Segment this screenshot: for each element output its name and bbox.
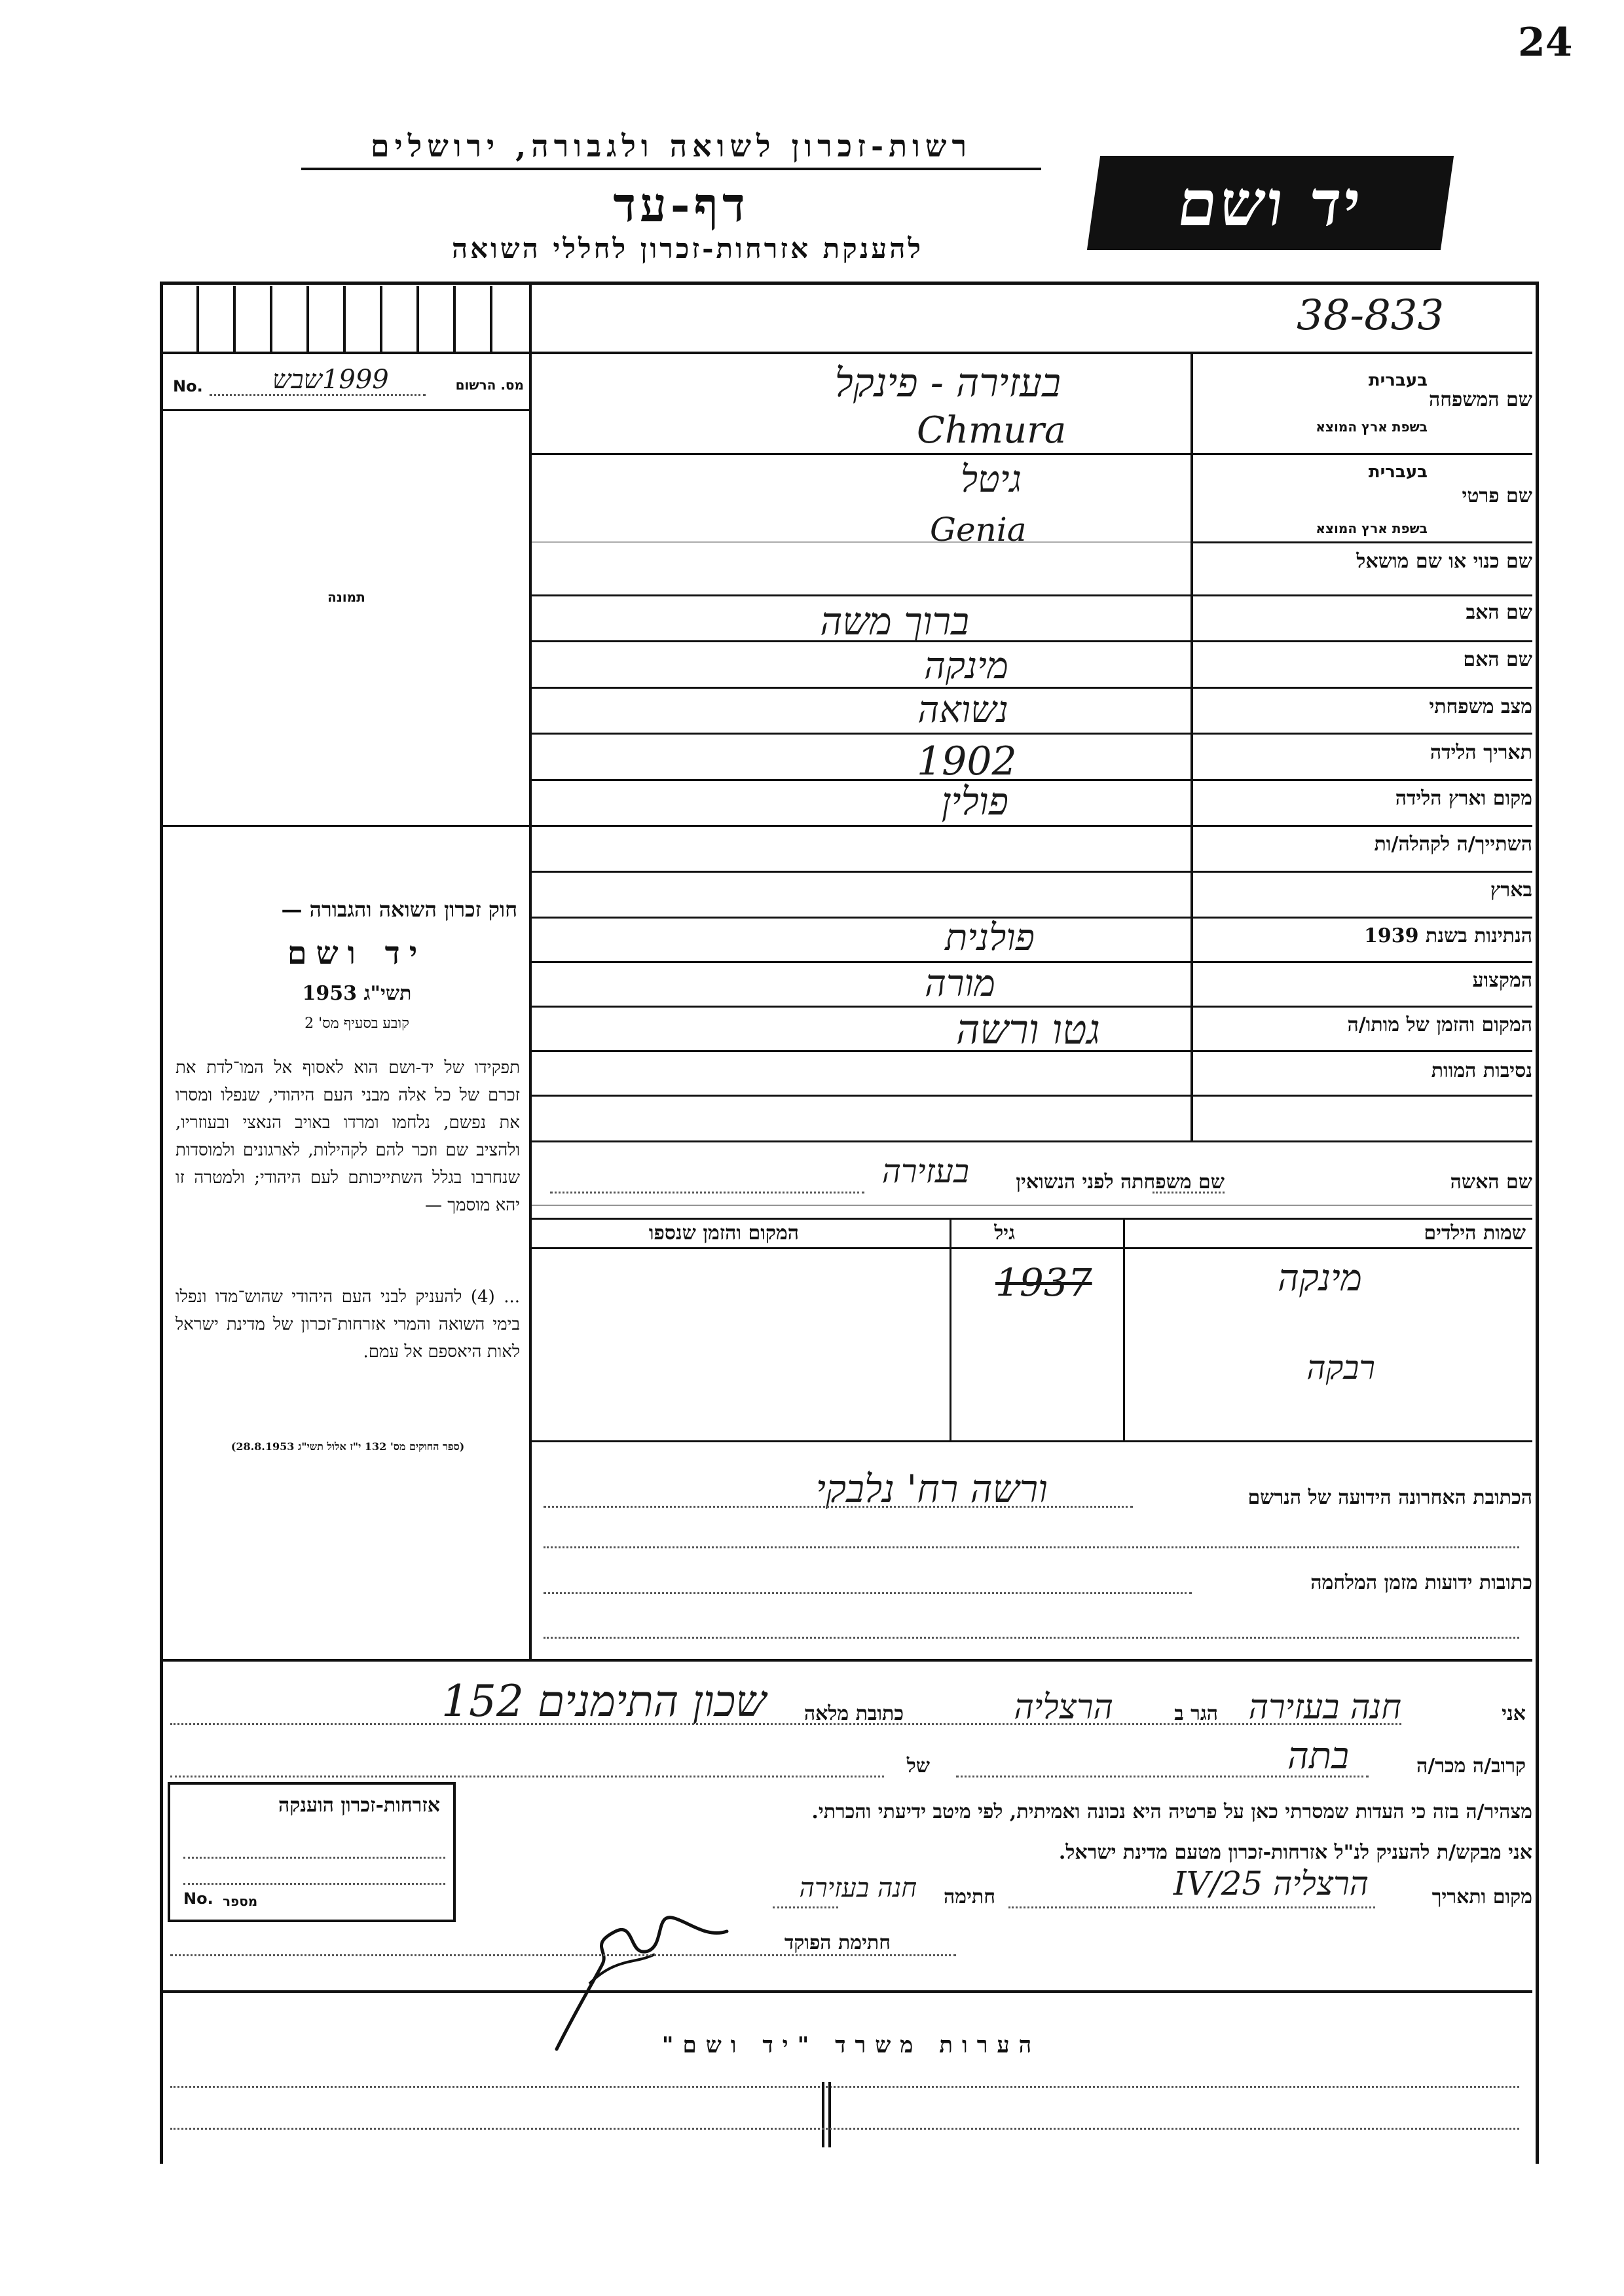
children-names-header: שמות הילדים: [1424, 1222, 1526, 1245]
wife-label: שם האשה: [1450, 1171, 1532, 1194]
country-label: בארץ: [1490, 879, 1532, 902]
law-footnote: (ספר החוקים מס' 132 י"ז אלול תשי"ג 28.8.1953): [231, 1440, 465, 1453]
profession-value: מורה: [925, 962, 995, 1005]
child-name-2: רבקה: [1306, 1349, 1375, 1387]
citizenship-label: הנתינות בשנת 1939: [1363, 924, 1532, 947]
law-text-1: תפקידו של יד-ושם הוא לאסוף אל המו־לדת את זכרם של כל אלה מבני העם היהודי, שנפלו ומסרו את נפשם, נלחמו ומרדו באויב הנאצי ובעוזריו, ולהציב שם וזכר להם לקהילות, לארגונים ולמוסדות שנחרבו בגלל השתייכותם לעם היהודי; ולמטרה זו יהא מוסמך —: [175, 1058, 520, 1215]
family-name-latin: Chmura: [917, 409, 1067, 452]
declaration-line-1: מצהיר/ה בזה כי העדות שמסרתי כאן על פרטיה היא נכונה ואמיתית, לפי מיטב ידיעתי והכרתי.: [811, 1800, 1532, 1823]
birth-date-value: 1902: [917, 738, 1017, 784]
wife-value: בעזירה: [881, 1152, 969, 1190]
relative-value: בתה: [1287, 1735, 1349, 1777]
photo-label: תמונה: [327, 589, 365, 605]
death-place-value: גטו ורשה: [955, 1006, 1100, 1053]
birth-date-label: תאריך הלידה: [1430, 741, 1532, 764]
profession-label: המקצוע: [1472, 969, 1532, 992]
full-address-label: כתובת מלאה: [803, 1702, 904, 1725]
first-hebrew-label: בעברית: [1368, 462, 1428, 482]
page-number: 24: [1518, 20, 1573, 65]
record-number: 38-833: [1297, 291, 1445, 340]
law-title: חוק זכרון השואה והגבורה —: [281, 897, 517, 922]
death-place-label: המקום והזמן של מותו/ה: [1347, 1013, 1532, 1036]
marital-value: נשואה: [917, 689, 1008, 731]
declaration-line-2: אני מבקש/ת להעניק לנ"ל אזרחות-זכרון מטעם מדינת ישראל.: [1058, 1841, 1532, 1864]
full-address-value: שכון התימנים 152: [441, 1676, 766, 1726]
marital-label: מצב משפחתי: [1429, 695, 1532, 718]
father-value: ברוך משה: [820, 599, 969, 644]
last-address-value: ורשה רח' נלבקי: [815, 1467, 1048, 1511]
mother-value: מינקה: [924, 645, 1008, 687]
registration-value: 1999שבש: [272, 365, 389, 395]
page-title: דף-עד: [613, 177, 749, 232]
officer-signature: [550, 1886, 747, 2056]
of-label: של: [906, 1755, 930, 1777]
last-address-label: הכתובת האחרונה הידועה של הנרשם: [1247, 1486, 1532, 1509]
citizenship-box: [168, 1782, 456, 1922]
page-subtitle: להענקת אזרחות-זכרון לחללי השואה: [451, 232, 924, 264]
law-clause: קובע בסעיף מס' 2: [304, 1015, 409, 1032]
family-name-label: שם המשפחה: [1428, 388, 1532, 411]
lives-in-label: הגר ב: [1174, 1702, 1218, 1725]
registration-label: מס. הרשום: [455, 377, 524, 393]
place-date-value: הרצליה 25/IV: [1173, 1865, 1369, 1903]
place-date-label: מקום ותאריך: [1431, 1886, 1532, 1908]
citizenship-value: פולנית: [945, 917, 1035, 959]
signature-label: חתימה: [944, 1886, 995, 1908]
declarant-i-label: אני: [1502, 1702, 1526, 1725]
citizenship-box-number-label: מספר: [223, 1893, 258, 1909]
child-age-1: 1937: [995, 1260, 1092, 1305]
law-name: יד ושם: [287, 935, 427, 972]
law-year: תשי"ג 1953: [302, 982, 412, 1005]
first-name-label: שם פרטי: [1462, 484, 1532, 507]
first-origin-label: בשפת ארץ המוצא: [1316, 520, 1428, 536]
family-origin-label: בשפת ארץ המוצא: [1316, 419, 1428, 435]
child-name-1: מינקה: [1278, 1257, 1362, 1300]
citizenship-box-title: אזרחות-זכרון הוענקה: [278, 1794, 440, 1817]
registration-no-label: No.: [173, 377, 203, 395]
first-name-hebrew: גיטל: [960, 458, 1022, 501]
father-label: שם האב: [1466, 601, 1532, 624]
first-name-latin: Genia: [930, 511, 1027, 549]
authority-line: רשות-זכרון לשואה ולגבורה, ירושלים: [301, 128, 1041, 170]
notes-label: הערות משרד "יד ושם": [661, 2032, 1041, 2058]
law-text-2: ... (4) להעניק לבני העם היהודי שהוש־מדו ונפלו בימי השואה והמרי אזרחות־זכרון של מדינת ישראל לאות היאספם אל עמם.: [175, 1287, 521, 1362]
nickname-label: שם כנוי או שם מושאל: [1356, 550, 1532, 573]
yad-vashem-logo: [1087, 156, 1454, 250]
officer-signature-label: חתימת הפוקד: [784, 1931, 891, 1954]
mother-label: שם האם: [1463, 648, 1532, 671]
logo-text: יד ושם: [1173, 166, 1368, 240]
citizenship-box-no: No.: [183, 1889, 213, 1908]
lives-in-value: הרצליה: [1014, 1688, 1113, 1727]
death-cause-label: נסיבות המוות: [1431, 1059, 1532, 1082]
community-label: השתייך/ה לקהלה/ות: [1374, 833, 1532, 856]
relative-label: קרוב/ה מכר/ה: [1416, 1755, 1526, 1777]
wartime-address-label: כתובות ידועות מזמן המלחמה: [1310, 1571, 1532, 1594]
birth-place-value: פולין: [941, 779, 1008, 824]
signature-value: חנה בעזירה: [799, 1873, 917, 1903]
birth-place-label: מקום וארץ הלידה: [1395, 787, 1532, 810]
children-place-header: המקום והזמן שנספו: [648, 1222, 799, 1245]
family-name-hebrew: בעזירה - פינקל: [834, 360, 1061, 406]
children-age-header: גיל: [994, 1222, 1015, 1245]
wife-maiden-label: שם משפחתה לפני הנשואין: [1016, 1171, 1225, 1194]
family-hebrew-label: בעברית: [1368, 371, 1428, 390]
declarant-name: חנה בעזירה: [1248, 1688, 1401, 1727]
